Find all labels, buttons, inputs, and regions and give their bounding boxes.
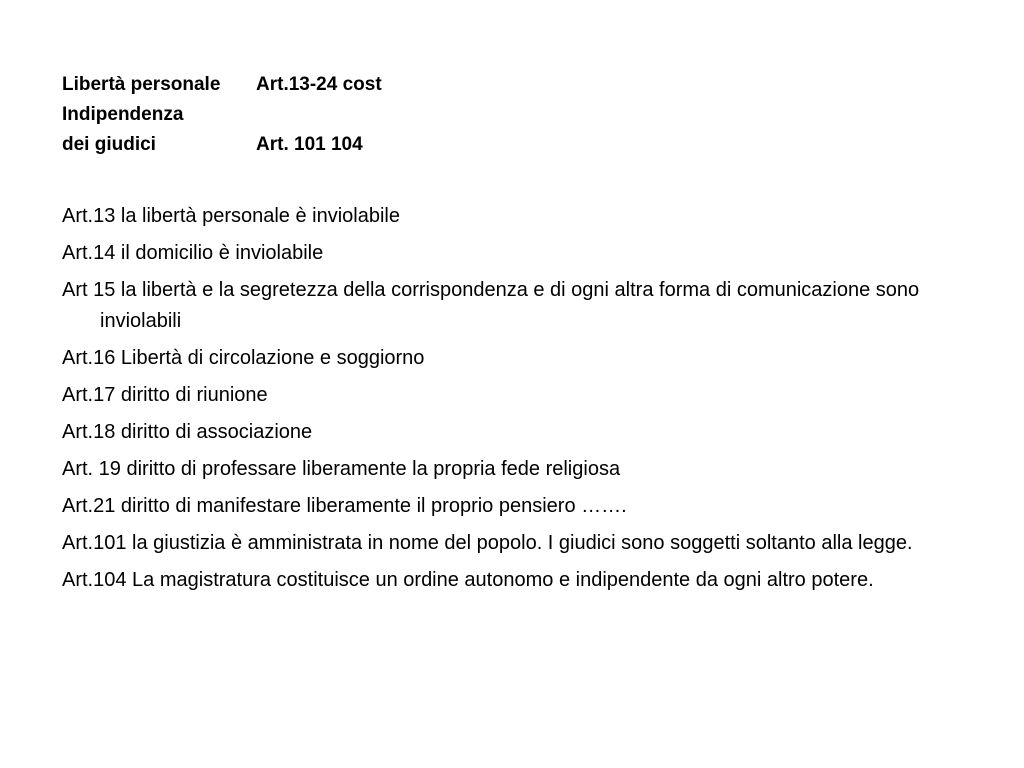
title-dei-giudici: dei giudici [62,134,156,155]
title-articles-13-24: Art.13-24 cost [256,74,382,95]
article-item-21: Art.21 diritto di manifestare liberamente il proprio pensiero ……. [62,495,627,517]
article-item-18: Art.18 diritto di associazione [62,421,313,443]
article-item-104: Art.104 La magistratura costituisce un ordine autonomo e indipendente da ogni altro potere. [62,569,874,591]
article-list [62,201,962,602]
title-liberta-personale: Libertà personale [62,74,221,95]
article-item-15: Art 15 la libertà e la segretezza della corrispondenza e di ogni altra forma di comunicazione sono inviolabili [62,279,920,332]
article-item-17: Art.17 diritto di riunione [62,384,268,406]
title-line-indipendenza [62,100,482,130]
slide-title [62,70,482,160]
title-indipendenza: Indipendenza [62,104,184,125]
article-item-19: Art. 19 diritto di professare liberamente la propria fede religiosa [62,458,621,480]
article-item-14: Art.14 il domicilio è inviolabile [62,242,324,264]
title-line-giudici [62,130,482,160]
article-item-13: Art.13 la libertà personale è inviolabile [62,205,400,227]
title-line-liberta [62,70,482,100]
title-articles-101-104: Art. 101 104 [256,134,363,155]
article-item-101: Art.101 la giustizia è amministrata in nome del popolo. I giudici sono soggetti soltanto alla legge. [62,532,913,554]
article-item-16: Art.16 Libertà di circolazione e soggiorno [62,347,425,369]
